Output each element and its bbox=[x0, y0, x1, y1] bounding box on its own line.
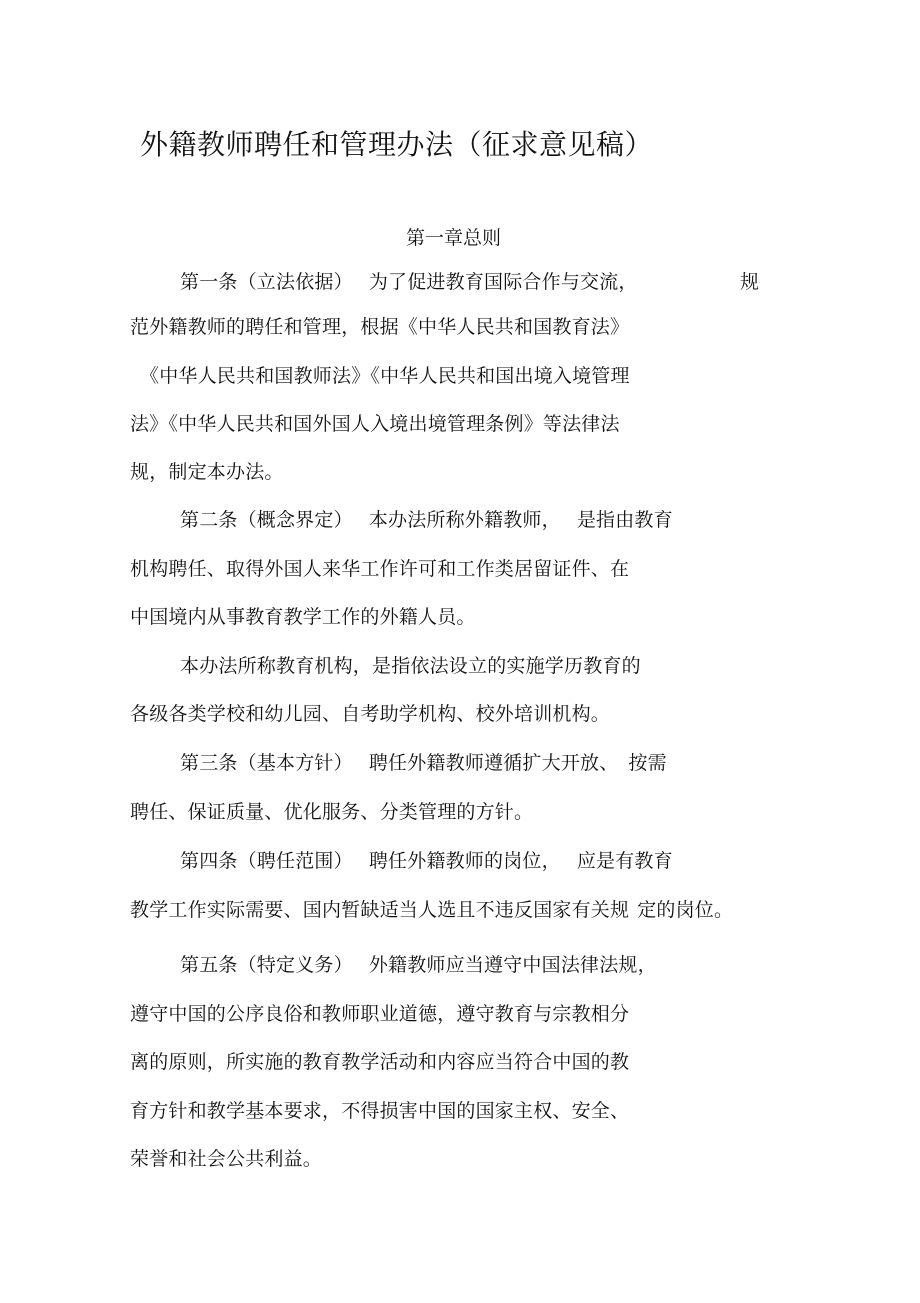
document-title: 外籍教师聘任和管理办法（征求意见稿） bbox=[140, 128, 654, 161]
article-1-heading: 第一条（立法依据） bbox=[180, 271, 353, 293]
article-4-heading: 第四条（聘任范围） bbox=[180, 850, 353, 872]
article-4-line-1 bbox=[180, 849, 673, 873]
article-4-text-a: 聘任外籍教师的岗位， bbox=[368, 850, 561, 872]
article-5-line-1 bbox=[180, 953, 657, 977]
article-5-line-4: 育方针和教学基本要求，不得损害中国的国家主权、安全、 bbox=[130, 1100, 630, 1122]
article-4-text-b: 应是有教育 bbox=[576, 850, 673, 872]
chapter-heading: 第一章总则 bbox=[406, 227, 502, 249]
article-5-text: 外籍教师应当遵守中国法律法规， bbox=[368, 954, 657, 976]
article-1-line-4: 法》《中华人民共和国外国人入境出境管理条例》等法律法 bbox=[130, 413, 620, 435]
article-2-line-1 bbox=[180, 508, 673, 532]
article-1-line-2: 范外籍教师的聘任和管理，根据《中华人民共和国教育法》 bbox=[130, 316, 630, 338]
article-1-line-3: 《中华人民共和国教师法》《中华人民共和国出境入境管理 bbox=[140, 365, 630, 387]
article-1-line-1-tail: 规 bbox=[740, 271, 760, 293]
article-1-line-1 bbox=[180, 270, 638, 294]
article-3-text-b: 按需 bbox=[628, 752, 667, 774]
article-5-line-5: 荣誉和社会公共利益。 bbox=[130, 1148, 323, 1170]
article-3-line-2: 聘任、保证质量、优化服务、分类管理的方针。 bbox=[130, 801, 534, 823]
article-5-line-2: 遵守中国的公序良俗和教师职业道德，遵守教育与宗教相分 bbox=[130, 1003, 630, 1025]
article-5-line-3: 离的原则，所实施的教育教学活动和内容应当符合中国的教 bbox=[130, 1051, 630, 1073]
article-1-line-5: 规，制定本办法。 bbox=[130, 461, 284, 483]
article-3-text-a: 聘任外籍教师遵循扩大开放、 bbox=[368, 752, 619, 774]
article-2-line-3: 中国境内从事教育教学工作的外籍人员。 bbox=[130, 606, 476, 628]
article-2-text-b: 是指由教育 bbox=[576, 509, 673, 531]
article-3-line-1 bbox=[180, 751, 667, 775]
article-4-line-2 bbox=[130, 898, 733, 922]
article-4-text-d: 定的岗位。 bbox=[637, 899, 734, 921]
article-3-heading: 第三条（基本方针） bbox=[180, 752, 353, 774]
article-2-text-a: 本办法所称外籍教师， bbox=[368, 509, 561, 531]
article-2-para-2-line-1: 本办法所称教育机构，是指依法设立的实施学历教育的 bbox=[180, 655, 641, 677]
article-2-line-2: 机构聘任、取得外国人来华工作许可和工作类居留证件、在 bbox=[130, 558, 630, 580]
article-1-text: 为了促进教育国际合作与交流， bbox=[368, 271, 638, 293]
article-4-text-c: 教学工作实际需要、国内暂缺适当人选且不违反国家有关规 bbox=[130, 899, 630, 921]
article-5-heading: 第五条（特定义务） bbox=[180, 954, 353, 976]
article-2-heading: 第二条（概念界定） bbox=[180, 509, 353, 531]
article-2-para-2-line-2: 各级各类学校和幼儿园、自考助学机构、校外培训机构。 bbox=[130, 703, 611, 725]
